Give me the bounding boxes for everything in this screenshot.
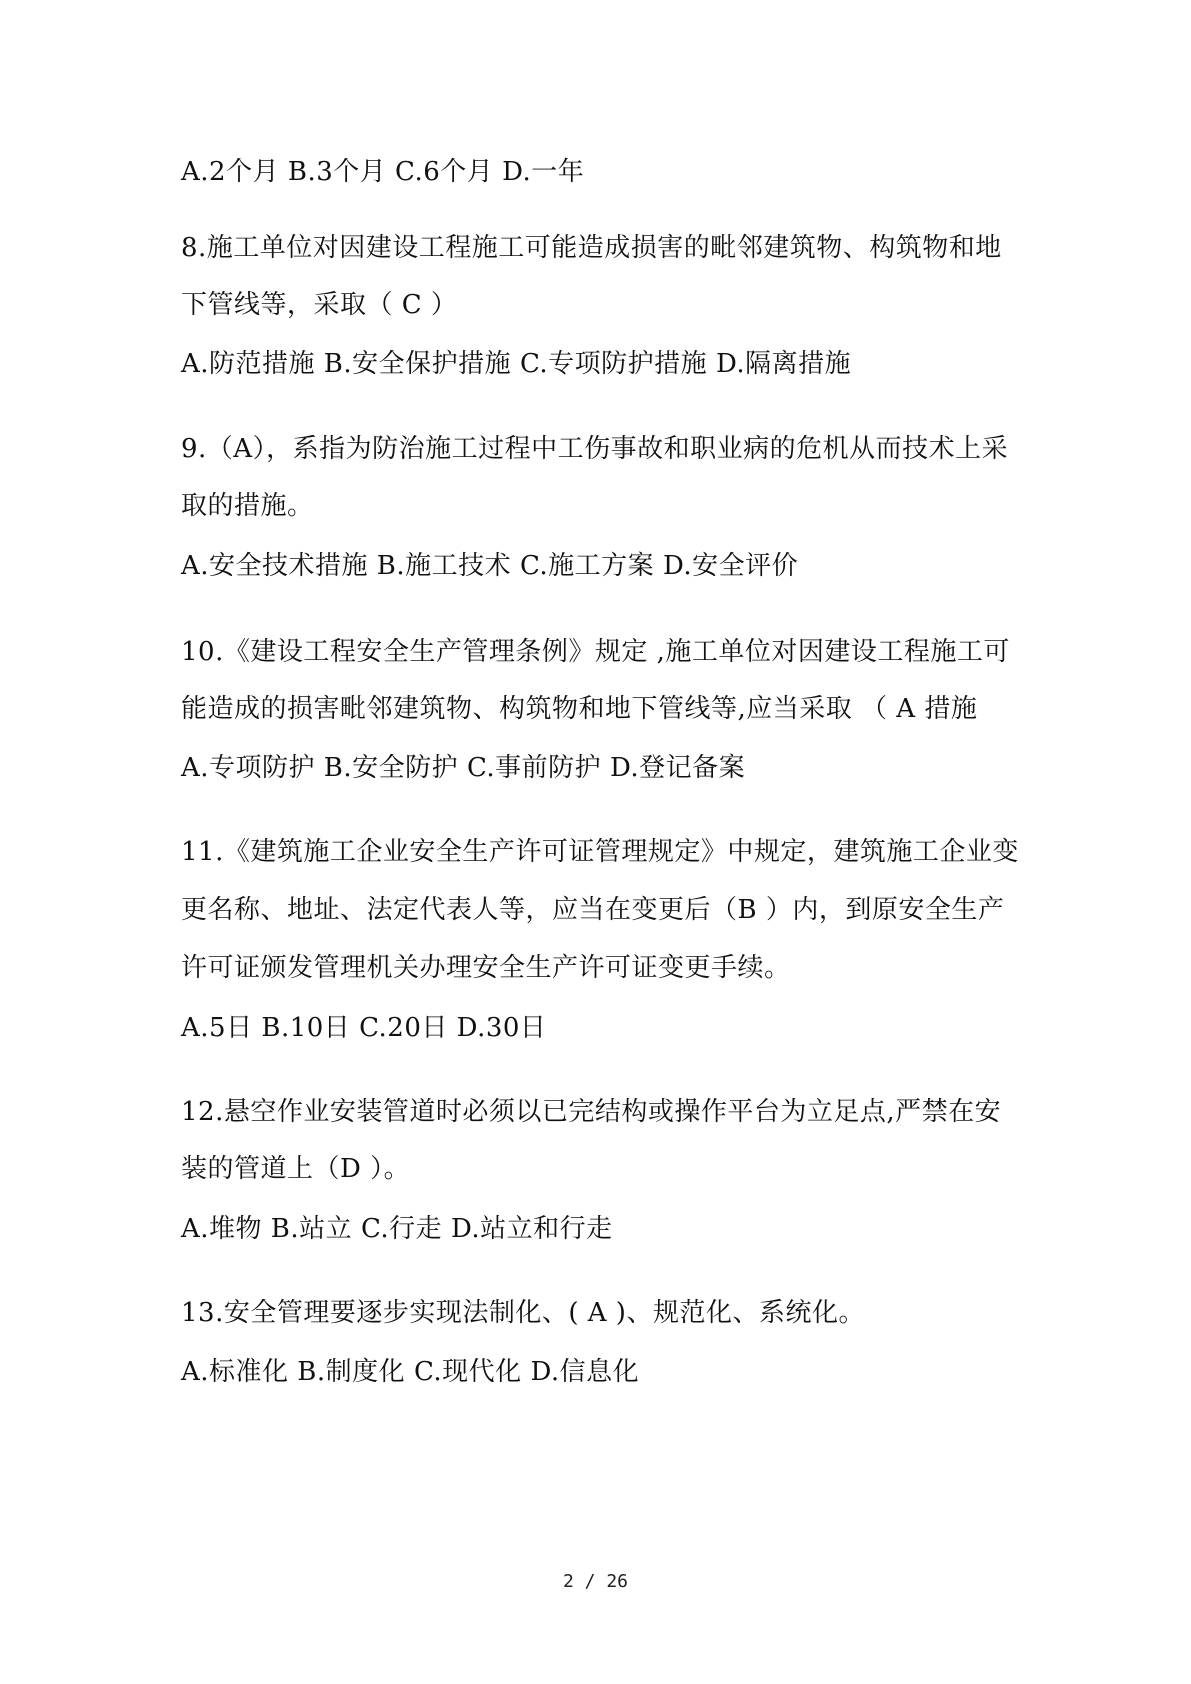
q8-options: A.防范措施 B.安全保护措施 C.专项防护措施 D.隔离措施 bbox=[181, 349, 852, 379]
q13-options: A.标准化 B.制度化 C.现代化 D.信息化 bbox=[181, 1357, 640, 1387]
q11-question-line-1: 11.《建筑施工企业安全生产许可证管理规定》中规定，建筑施工企业变 bbox=[181, 837, 1019, 867]
q11-options: A.5日 B.10日 C.20日 D.30日 bbox=[181, 1013, 547, 1043]
q13-question-line-1: 13.安全管理要逐步实现法制化、( A )、规范化、系统化。 bbox=[181, 1298, 865, 1328]
q10-question-line-1: 10.《建设工程安全生产管理条例》规定 ,施工单位对因建设工程施工可 bbox=[181, 637, 1010, 667]
q8-question-line-2: 下管线等，采取（ C ） bbox=[181, 290, 458, 320]
q12-question-line-2: 装的管道上（D ）。 bbox=[181, 1154, 411, 1184]
q7-options: A.2个月 B.3个月 C.6个月 D.一年 bbox=[181, 157, 585, 187]
q11-question-line-2: 更名称、地址、法定代表人等，应当在变更后（B ）内，到原安全生产 bbox=[181, 895, 1005, 925]
q8-question-line-1: 8.施工单位对因建设工程施工可能造成损害的毗邻建筑物、构筑物和地 bbox=[181, 233, 1002, 263]
q12-question-line-1: 12.悬空作业安装管道时必须以已完结构或操作平台为立足点,严禁在安 bbox=[181, 1097, 1002, 1127]
q11-question-line-3: 许可证颁发管理机关办理安全生产许可证变更手续。 bbox=[181, 953, 791, 983]
q12-options: A.堆物 B.站立 C.行走 D.站立和行走 bbox=[181, 1214, 613, 1244]
q9-question-line-2: 取的措施。 bbox=[181, 491, 314, 521]
page-number: 2 / 26 bbox=[562, 1571, 629, 1592]
q10-question-line-2: 能造成的损害毗邻建筑物、构筑物和地下管线等,应当采取 （ A 措施 bbox=[181, 694, 978, 724]
q9-options: A.安全技术措施 B.施工技术 C.施工方案 D.安全评价 bbox=[181, 551, 799, 581]
q10-options: A.专项防护 B.安全防护 C.事前防护 D.登记备案 bbox=[181, 753, 746, 783]
q9-question-line-1: 9.（A），系指为防治施工过程中工伤事故和职业病的危机从而技术上采 bbox=[181, 434, 1009, 464]
